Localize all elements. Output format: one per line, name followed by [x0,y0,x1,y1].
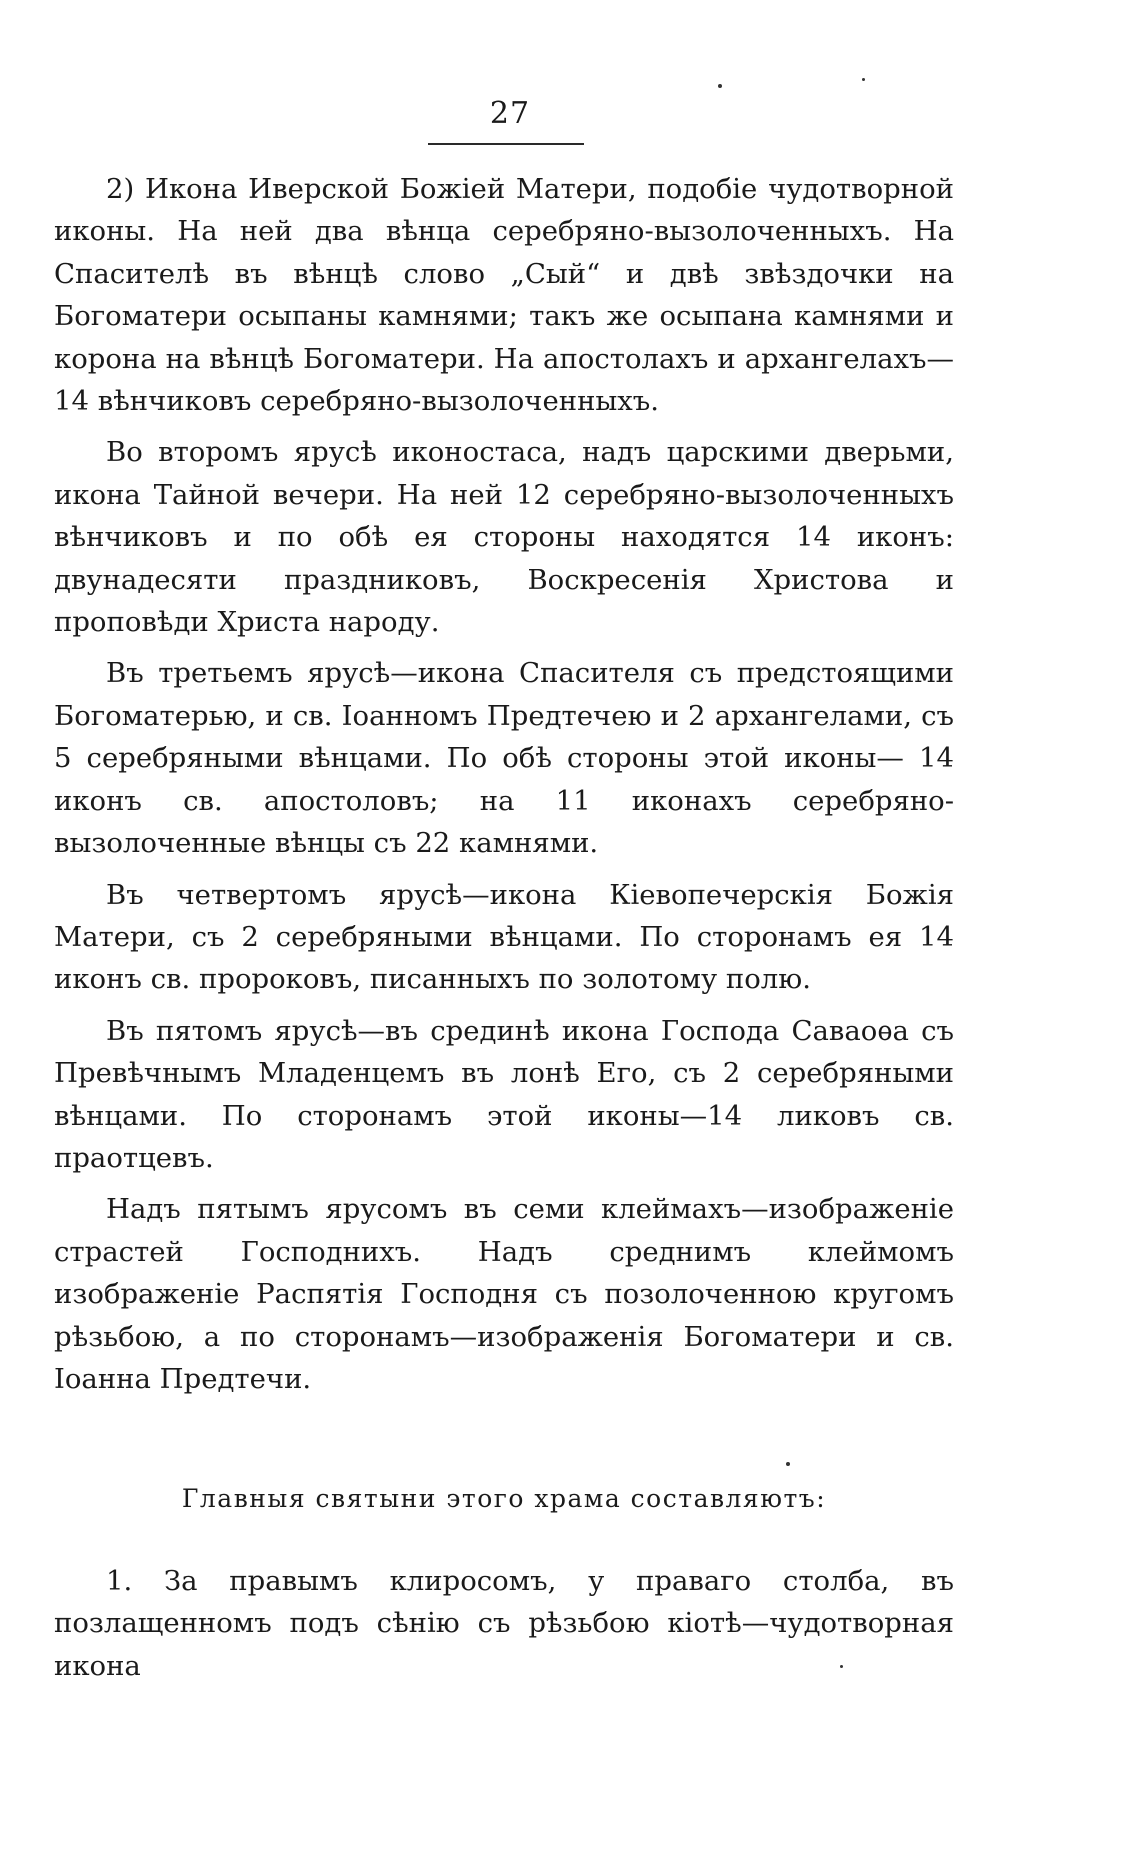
page-number: 27 [489,96,531,131]
paragraph-above-fifth-tier: Надъ пятымъ ярусомъ въ семи клеймахъ—изображеніе страстей Господнихъ. Надъ среднимъ клеймомъ изображеніе Распятія Господня съ позолоченною кругомъ рѣзьбою, а по сторонамъ—изображенія Богоматери и св. Іоанна Предтечи. [54,1193,954,1395]
section-heading: Главныя святыни этого храма составляютъ: [181,1484,827,1513]
paragraph-shrine-1: 1. За правымъ клиросомъ, у праваго столба, въ позлащенномъ подъ сѣнію съ рѣзьбою кіотѣ—чудотворная икона [54,1565,954,1682]
print-speck [786,1462,790,1466]
print-speck [862,78,865,81]
section-body-text [54,1560,954,1696]
paragraph-fifth-tier: Въ пятомъ ярусѣ—въ срединѣ икона Господа Саваоѳа съ Превѣчнымъ Младенцемъ въ лонѣ Его, съ 2 серебряными вѣнцами. По сторонамъ этой иконы—14 ликовъ св. праотцевъ. [54,1014,954,1174]
body-text [54,168,954,1409]
paragraph-third-tier: Въ третьемъ ярусѣ—икона Спасителя съ предстоящими Богоматерью, и св. Іоанномъ Предтечею и 2 архангелами, съ 5 серебряными вѣнцами. По обѣ стороны этой иконы— 14 иконъ св. апостоловъ; на 11 иконахъ серебряно-вызолоченные вѣнцы съ 22 камнями. [54,657,954,860]
page-number-rule [428,143,584,145]
paragraph-second-tier: Во второмъ ярусѣ иконостаса, надъ царскими дверьми, икона Тайной вечери. На ней 12 серебряно-вызолоченныхъ вѣнчиковъ и по обѣ ея стороны находятся 14 иконъ: двунадесяти праздниковъ, Воскресенія Христова и проповѣди Христа народу. [54,436,954,639]
print-speck [718,84,722,88]
paragraph-fourth-tier: Въ четвертомъ ярусѣ—икона Кіевопечерскія Божія Матери, съ 2 серебряными вѣнцами. По сторонамъ ея 14 иконъ св. пророковъ, писанныхъ по золотому полю. [54,878,954,996]
print-speck [840,1665,843,1668]
paragraph-iverskaya-icon: 2) Икона Иверской Божіей Матери, подобіе чудотворной иконы. На ней два вѣнца серебряно-вызолоченныхъ. На Спасителѣ въ вѣнцѣ слово „Сый“ и двѣ звѣздочки на Богоматери осыпаны камнями; такъ же осыпана камнями и корона на вѣнцѣ Богоматери. На апостолахъ и архангелахъ— 14 вѣнчиковъ серебряно-вызолоченныхъ. [54,173,954,418]
